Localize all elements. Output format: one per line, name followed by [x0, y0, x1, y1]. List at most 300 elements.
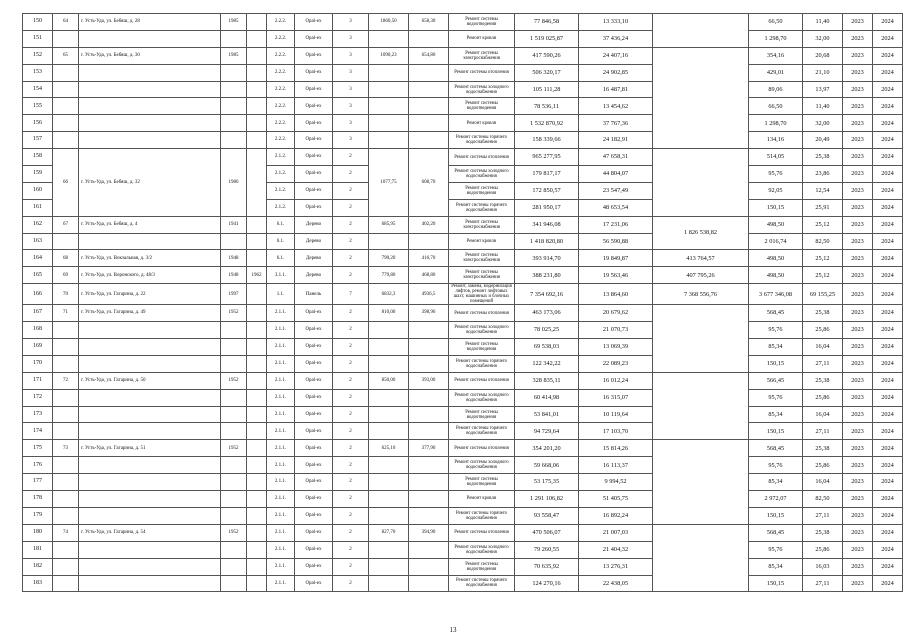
cell-sp1: 354,16: [749, 47, 803, 64]
cell-year: [221, 389, 247, 406]
cell-mat: Opal-ex: [295, 30, 333, 47]
cell-no: 171: [23, 372, 53, 389]
cell-y2: 2024: [873, 355, 903, 372]
cell-cost2: 13 276,31: [579, 558, 653, 575]
cell-livarea: [409, 233, 449, 250]
cell-v1: 1962: [247, 267, 267, 284]
table-row: [23, 216, 903, 233]
cell-addr: г. Усть-Уда, ул. Бебяш, д. 28: [79, 14, 221, 31]
cell-v1: [247, 98, 267, 115]
cell-work: Ремонт, замена, модернизация лифтов, ремонт лифтовых шахт, машинных и блочных помещений: [449, 284, 515, 305]
cell-livarea: [409, 81, 449, 98]
cell-cost: 393 914,70: [515, 250, 579, 267]
cell-area: [369, 30, 409, 47]
table-row: [23, 541, 903, 558]
cell-no: 178: [23, 491, 53, 508]
cell-y1: 2023: [843, 166, 873, 183]
table-row: [23, 372, 903, 389]
cell-addr: [79, 406, 221, 423]
cell-work: Ремонт системы горячего водоснабжения: [449, 507, 515, 524]
cell-total: [653, 14, 749, 48]
cell-idx: [53, 507, 79, 524]
cell-idx: 71: [53, 305, 79, 322]
cell-y1: 2023: [843, 47, 873, 64]
cell-area: [369, 541, 409, 558]
table-row: [23, 132, 903, 149]
cell-mat: Opal-ex: [295, 541, 333, 558]
cell-area: [369, 115, 409, 132]
cell-cost2: 17 231,06: [579, 216, 653, 233]
cell-sp2: 25,38: [803, 524, 843, 541]
cell-v1: [247, 355, 267, 372]
cell-mat: Opal-ex: [295, 491, 333, 508]
cell-cost2: 24 407,16: [579, 47, 653, 64]
cell-work: Ремонт кровли: [449, 115, 515, 132]
cell-no: 163: [23, 233, 53, 250]
cell-livarea: [409, 575, 449, 592]
cell-y1: 2023: [843, 440, 873, 457]
cell-y2: 2024: [873, 216, 903, 233]
cell-livarea: [409, 507, 449, 524]
cell-work: Ремонт системы холодного водоснабжения: [449, 166, 515, 183]
cell-idx: [53, 423, 79, 440]
cell-cost2: 13 333,10: [579, 14, 653, 31]
cell-sp1: 85,34: [749, 339, 803, 356]
cell-sp1: 85,34: [749, 474, 803, 491]
table-row: [23, 491, 903, 508]
table-row: [23, 47, 903, 64]
cell-fl: 2: [333, 322, 369, 339]
cell-addr: г. Усть-Уда, ул. Воронского, д. 48/3: [79, 267, 221, 284]
cell-year: 1948: [221, 267, 247, 284]
cell-v1: [247, 115, 267, 132]
cell-cost2: 19 563,46: [579, 267, 653, 284]
cell-mat: Opal-ex: [295, 372, 333, 389]
cell-v1: [247, 440, 267, 457]
cell-cost2: 20 679,62: [579, 305, 653, 322]
cell-cost: 79 260,55: [515, 541, 579, 558]
cell-fl: 2: [333, 457, 369, 474]
cell-no: 170: [23, 355, 53, 372]
cell-year: [221, 115, 247, 132]
cell-addr: [79, 30, 221, 47]
cell-cost2: 48 653,54: [579, 199, 653, 216]
cell-livarea: [409, 491, 449, 508]
table-row: [23, 305, 903, 322]
cell-year: [221, 406, 247, 423]
cell-no: 151: [23, 30, 53, 47]
cell-addr: [79, 132, 221, 149]
cell-area: 790,20: [369, 250, 409, 267]
cell-sp1: 1 298,70: [749, 115, 803, 132]
cell-cost: 1 291 106,82: [515, 491, 579, 508]
cell-cost2: 47 658,31: [579, 149, 653, 166]
cell-sp2: 82,50: [803, 233, 843, 250]
cell-year: 1985: [221, 47, 247, 64]
cell-v1: [247, 558, 267, 575]
cell-y2: 2024: [873, 267, 903, 284]
cell-mat: Opal-ex: [295, 47, 333, 64]
cell-year: 1941: [221, 216, 247, 233]
cell-sp2: 27,11: [803, 423, 843, 440]
cell-y1: 2023: [843, 64, 873, 81]
cell-year: [221, 423, 247, 440]
cell-mat: Opal-ex: [295, 305, 333, 322]
cell-livarea: 416,70: [409, 250, 449, 267]
cell-y2: 2024: [873, 474, 903, 491]
table-row: [23, 98, 903, 115]
cell-code: 1.1.: [267, 284, 295, 305]
cell-no: 168: [23, 322, 53, 339]
cell-v1: [247, 322, 267, 339]
cell-year: [221, 575, 247, 592]
cell-total: [653, 372, 749, 440]
cell-cost: 60 414,98: [515, 389, 579, 406]
cell-code: 2.1.1.: [267, 524, 295, 541]
cell-no: 175: [23, 440, 53, 457]
cell-work: Ремонт системы водоотведения: [449, 339, 515, 356]
cell-area: [369, 457, 409, 474]
cell-cost2: 16 315,07: [579, 389, 653, 406]
cell-year: [221, 81, 247, 98]
cell-no: 159: [23, 166, 53, 183]
cell-code: 2.1.1.: [267, 305, 295, 322]
cell-area: [369, 474, 409, 491]
cell-fl: 3: [333, 115, 369, 132]
cell-livarea: [409, 64, 449, 81]
cell-livarea: [409, 541, 449, 558]
table-row: [23, 81, 903, 98]
cell-y2: 2024: [873, 322, 903, 339]
cell-code: 2.2.2.: [267, 115, 295, 132]
cell-addr: [79, 541, 221, 558]
cell-idx: [53, 233, 79, 250]
cell-y2: 2024: [873, 14, 903, 31]
cell-sp2: 25,91: [803, 199, 843, 216]
cell-cost2: 9 994,52: [579, 474, 653, 491]
cell-mat: Панель: [295, 284, 333, 305]
cell-work: Ремонт системы холодного водоснабжения: [449, 541, 515, 558]
cell-v1: [247, 474, 267, 491]
cell-total: 1 826 538,82: [653, 216, 749, 250]
cell-addr: г. Усть-Уда, ул. Гагарина, д. 22: [79, 284, 221, 305]
cell-livarea: [409, 457, 449, 474]
cell-work: Ремонт системы горячего водоснабжения: [449, 132, 515, 149]
cell-total: [653, 47, 749, 148]
cell-cost: 59 668,06: [515, 457, 579, 474]
cell-cost2: 51 405,75: [579, 491, 653, 508]
cell-idx: 68: [53, 250, 79, 267]
cell-code: 2.1.1.: [267, 372, 295, 389]
table-row: [23, 423, 903, 440]
cell-idx: [53, 132, 79, 149]
cell-no: 181: [23, 541, 53, 558]
table-row: [23, 250, 903, 267]
cell-sp2: 25,12: [803, 250, 843, 267]
cell-addr: [79, 389, 221, 406]
cell-fl: 2: [333, 233, 369, 250]
table-row: [23, 440, 903, 457]
cell-livarea: 393,00: [409, 372, 449, 389]
cell-work: Ремонт системы горячего водоснабжения: [449, 355, 515, 372]
cell-y2: 2024: [873, 558, 903, 575]
cell-cost2: 16 113,37: [579, 457, 653, 474]
cell-addr: г. Усть-Уда, ул. Бебяш, д. 4: [79, 216, 221, 233]
cell-v1: [247, 14, 267, 31]
cell-work: Ремонт системы холодного водоснабжения: [449, 457, 515, 474]
cell-mat: Opal-ex: [295, 423, 333, 440]
cell-code: 2.2.2.: [267, 47, 295, 64]
cell-y2: 2024: [873, 64, 903, 81]
cell-sp2: 16,04: [803, 474, 843, 491]
cell-sp2: 20,49: [803, 132, 843, 149]
cell-cost2: 16 487,81: [579, 81, 653, 98]
cell-y2: 2024: [873, 81, 903, 98]
cell-year: [221, 233, 247, 250]
cell-y1: 2023: [843, 284, 873, 305]
cell-idx: 74: [53, 524, 79, 541]
cell-livarea: [409, 406, 449, 423]
cell-work: Ремонт системы водоотведения: [449, 406, 515, 423]
cell-area: 827,70: [369, 524, 409, 541]
cell-no: 176: [23, 457, 53, 474]
cell-fl: 2: [333, 406, 369, 423]
cell-cost: 77 846,58: [515, 14, 579, 31]
cell-work: Ремонт системы водоотведения: [449, 474, 515, 491]
cell-y1: 2023: [843, 14, 873, 31]
cell-sp1: 498,50: [749, 216, 803, 233]
cell-addr: [79, 64, 221, 81]
cell-no: 172: [23, 389, 53, 406]
cell-sp1: 2 972,07: [749, 491, 803, 508]
cell-area: 685,95: [369, 216, 409, 233]
cell-fl: 3: [333, 132, 369, 149]
cell-sp1: 92,05: [749, 182, 803, 199]
cell-fl: 2: [333, 199, 369, 216]
cell-v1: [247, 47, 267, 64]
table-row: [23, 14, 903, 31]
cell-cost: 93 558,47: [515, 507, 579, 524]
cell-cost: 69 538,03: [515, 339, 579, 356]
cell-no: 177: [23, 474, 53, 491]
cell-fl: 2: [333, 250, 369, 267]
cell-addr: г. Усть-Уда, ул. Гагарина, д. 51: [79, 440, 221, 457]
cell-cost: 7 354 692,16: [515, 284, 579, 305]
cell-sp2: 20,68: [803, 47, 843, 64]
cell-v1: [247, 524, 267, 541]
cell-fl: 2: [333, 389, 369, 406]
cell-area: [369, 406, 409, 423]
cell-sp2: 25,12: [803, 216, 843, 233]
cell-no: 158: [23, 149, 53, 166]
cell-cost: 70 635,92: [515, 558, 579, 575]
cell-sp1: 95,76: [749, 389, 803, 406]
cell-area: [369, 98, 409, 115]
cell-fl: 3: [333, 98, 369, 115]
cell-y2: 2024: [873, 149, 903, 166]
cell-idx: [53, 81, 79, 98]
cell-area: 625,10: [369, 440, 409, 457]
cell-mat: Opal-ex: [295, 14, 333, 31]
cell-total: 407 795,26: [653, 267, 749, 284]
cell-addr: [79, 339, 221, 356]
cell-cost2: 16 012,24: [579, 372, 653, 389]
cell-y1: 2023: [843, 233, 873, 250]
cell-fl: 2: [333, 423, 369, 440]
cell-total: 413 764,57: [653, 250, 749, 267]
cell-no: 183: [23, 575, 53, 592]
cell-y2: 2024: [873, 440, 903, 457]
cell-addr: [79, 575, 221, 592]
cell-mat: Opal-ex: [295, 98, 333, 115]
cell-code: 2.1.1.: [267, 423, 295, 440]
cell-sp1: 150,15: [749, 575, 803, 592]
cell-livarea: 608,70: [409, 149, 449, 217]
cell-idx: 72: [53, 372, 79, 389]
cell-cost2: 44 804,07: [579, 166, 653, 183]
cell-cost: 124 270,16: [515, 575, 579, 592]
cell-mat: Дерево: [295, 216, 333, 233]
cell-code: 2.1.1.: [267, 457, 295, 474]
cell-sp2: 25,38: [803, 372, 843, 389]
cell-area: 1090,23: [369, 47, 409, 64]
cell-sp1: 498,50: [749, 267, 803, 284]
cell-y2: 2024: [873, 233, 903, 250]
cell-cost2: 22 438,05: [579, 575, 653, 592]
cell-mat: Дерево: [295, 267, 333, 284]
cell-v1: [247, 406, 267, 423]
cell-year: [221, 507, 247, 524]
cell-cost: 122 342,22: [515, 355, 579, 372]
cell-cost2: 10 119,64: [579, 406, 653, 423]
cell-mat: Opal-ex: [295, 199, 333, 216]
cell-no: 150: [23, 14, 53, 31]
table-body: [23, 14, 903, 592]
cell-code: 2.2.2.: [267, 81, 295, 98]
repair-schedule-table: [22, 13, 903, 592]
cell-no: 166: [23, 284, 53, 305]
cell-livarea: 658,30: [409, 14, 449, 31]
cell-fl: 2: [333, 474, 369, 491]
cell-v1: [247, 339, 267, 356]
cell-no: 164: [23, 250, 53, 267]
cell-idx: [53, 322, 79, 339]
cell-mat: Opal-ex: [295, 524, 333, 541]
cell-fl: 2: [333, 541, 369, 558]
cell-mat: Дерево: [295, 233, 333, 250]
cell-code: 2.1.1.: [267, 575, 295, 592]
cell-area: [369, 64, 409, 81]
cell-area: [369, 81, 409, 98]
cell-idx: [53, 64, 79, 81]
cell-idx: [53, 575, 79, 592]
cell-idx: [53, 491, 79, 508]
cell-y1: 2023: [843, 322, 873, 339]
cell-sp2: 16,04: [803, 406, 843, 423]
cell-sp2: 21,10: [803, 64, 843, 81]
cell-v1: [247, 149, 267, 217]
table-row: [23, 233, 903, 250]
cell-fl: 2: [333, 524, 369, 541]
cell-code: 2.1.1.: [267, 491, 295, 508]
cell-code: 2.1.1.: [267, 339, 295, 356]
cell-mat: Opal-ex: [295, 406, 333, 423]
cell-mat: Opal-ex: [295, 115, 333, 132]
cell-sp2: 12,54: [803, 182, 843, 199]
cell-year: [221, 132, 247, 149]
cell-sp2: 16,04: [803, 339, 843, 356]
cell-code: 2.1.2.: [267, 149, 295, 166]
cell-cost: 388 231,80: [515, 267, 579, 284]
cell-sp1: 150,15: [749, 355, 803, 372]
cell-cost2: 24 902,85: [579, 64, 653, 81]
cell-sp1: 150,15: [749, 199, 803, 216]
cell-livarea: [409, 474, 449, 491]
cell-work: Ремонт системы водоотведения: [449, 14, 515, 31]
cell-sp2: 27,11: [803, 575, 843, 592]
cell-code: 6.1.: [267, 233, 295, 250]
cell-work: Ремонт системы холодного водоснабжения: [449, 81, 515, 98]
cell-year: 1985: [221, 14, 247, 31]
cell-v1: [247, 250, 267, 267]
table-row: [23, 558, 903, 575]
cell-y1: 2023: [843, 507, 873, 524]
cell-year: [221, 64, 247, 81]
cell-y2: 2024: [873, 98, 903, 115]
cell-fl: 2: [333, 575, 369, 592]
cell-y2: 2024: [873, 457, 903, 474]
cell-no: 174: [23, 423, 53, 440]
cell-cost2: 13 454,62: [579, 98, 653, 115]
table-row: [23, 406, 903, 423]
cell-y1: 2023: [843, 305, 873, 322]
cell-fl: 2: [333, 491, 369, 508]
cell-y1: 2023: [843, 216, 873, 233]
cell-idx: [53, 355, 79, 372]
table-row: [23, 339, 903, 356]
cell-idx: 73: [53, 440, 79, 457]
cell-y1: 2023: [843, 355, 873, 372]
cell-mat: Opal-ex: [295, 132, 333, 149]
cell-area: 779,80: [369, 267, 409, 284]
cell-addr: г. Усть-Уда, ул. Бебяш, д. 30: [79, 47, 221, 64]
cell-y2: 2024: [873, 524, 903, 541]
cell-livarea: [409, 98, 449, 115]
table-row: [23, 524, 903, 541]
cell-y2: 2024: [873, 250, 903, 267]
cell-addr: [79, 507, 221, 524]
cell-cost2: 13 864,60: [579, 284, 653, 305]
cell-area: [369, 322, 409, 339]
cell-no: 155: [23, 98, 53, 115]
cell-cost: 417 590,26: [515, 47, 579, 64]
cell-work: Ремонт системы электроснабжения: [449, 47, 515, 64]
cell-y2: 2024: [873, 575, 903, 592]
cell-cost: 179 817,17: [515, 166, 579, 183]
cell-code: 2.2.2.: [267, 132, 295, 149]
cell-v1: [247, 30, 267, 47]
cell-sp1: 89,06: [749, 81, 803, 98]
cell-fl: 2: [333, 440, 369, 457]
cell-y2: 2024: [873, 541, 903, 558]
cell-area: [369, 339, 409, 356]
cell-work: Ремонт системы горячего водоснабжения: [449, 423, 515, 440]
cell-cost: 1 519 025,87: [515, 30, 579, 47]
cell-year: 1952: [221, 440, 247, 457]
cell-year: 1952: [221, 372, 247, 389]
cell-fl: 2: [333, 339, 369, 356]
cell-year: 1952: [221, 524, 247, 541]
